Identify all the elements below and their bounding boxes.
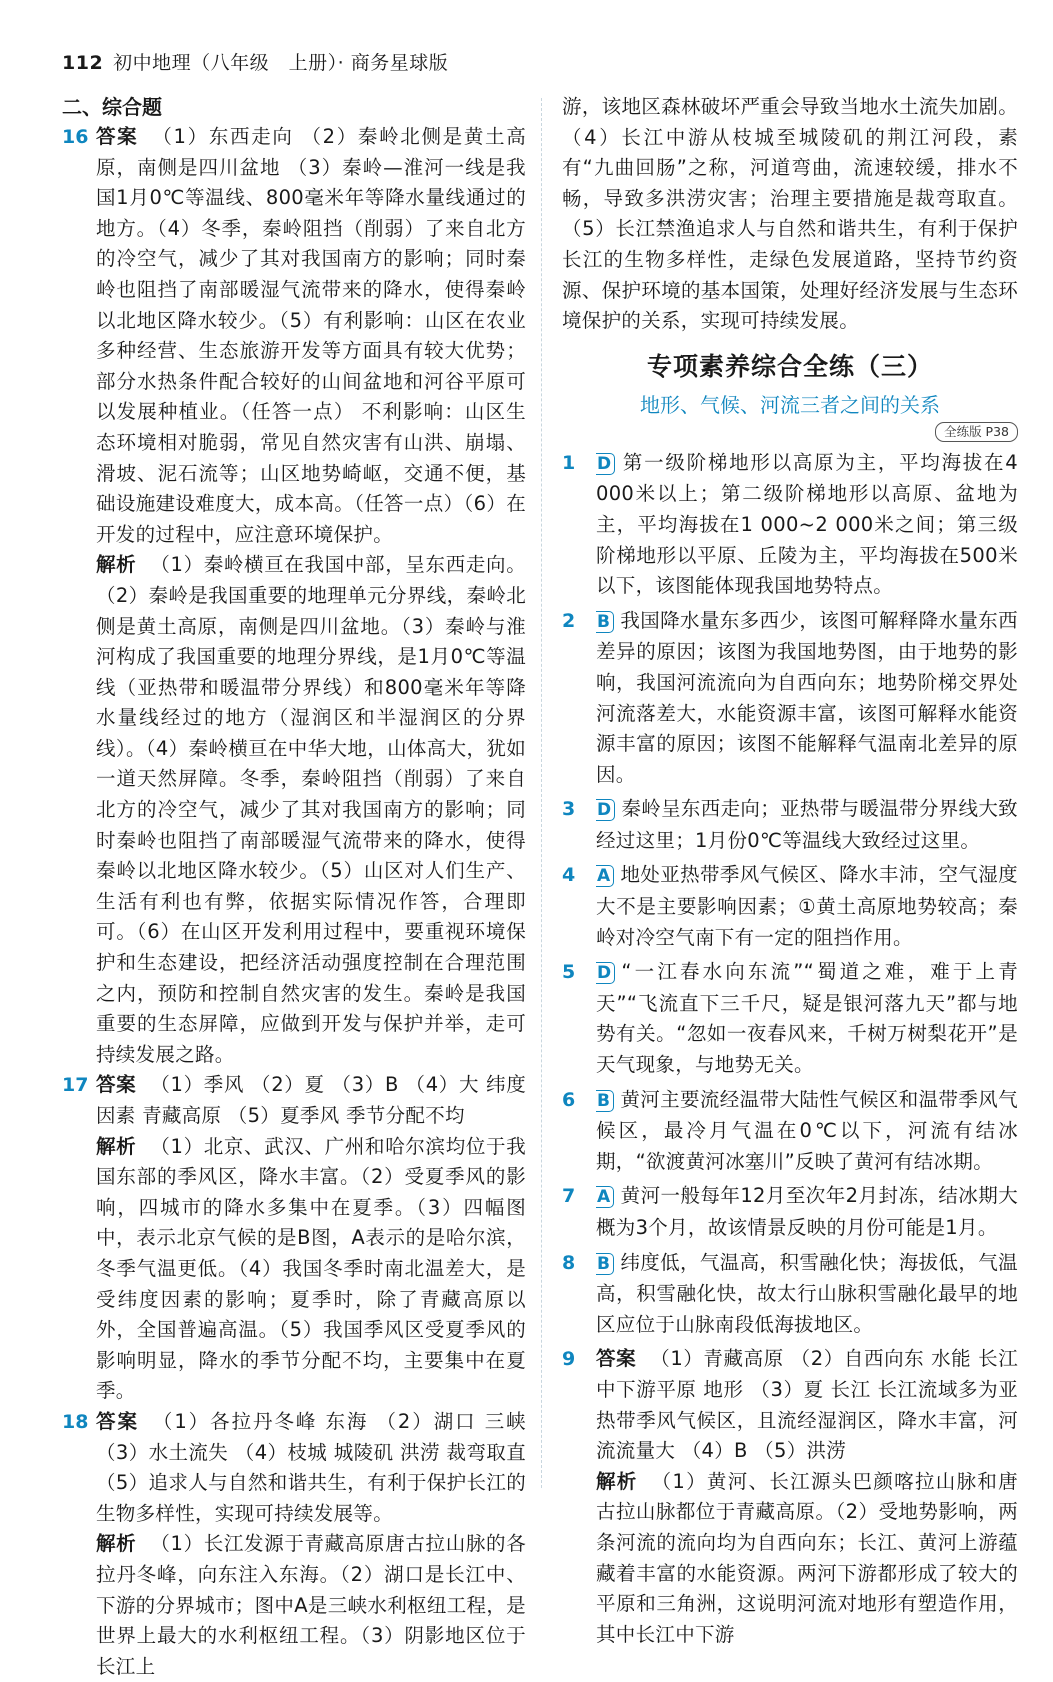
answer-text: （1）东西走向 （2）秦岭北侧是黄土高原，南侧是四川盆地 （3）秦岭—淮河一线是我国1月0℃等温线、800毫米年等降水量线通过的地方。（4）冬季，秦岭阻挡（削弱）了来自北方的冷空气，减少了其对我国南方的影响；同时秦岭也阻挡了南部暖湿气流带来的降水，使得秦岭以北地区降水较少。（5）有利影响：山区在农业多种经营、生态旅游开发等方面具有较大优势；部分水热条件配合较好的山间盆地和河谷平原可以发展种植业。（任答一点） 不利影响：山区生态环境相对脆弱，常见自然灾害有山洪、崩塌、滑坡、泥石流等；山区地势崎岖，交通不便，基础设施建设难度大，成本高。（任答一点）（6）在开发的过程中，应注意环境保护。 xyxy=(96,125,526,546)
answer-letter-badge: B xyxy=(596,1253,614,1275)
question-number: 18 xyxy=(62,1410,89,1433)
item-text: 第一级阶梯地形以高原为主，平均海拔在4 000米以上；第二级阶梯地形以高原、盆地为主，平均海拔在1 000~2 000米之间；第三级阶梯地形以平原、丘陵为主，平均海拔在500米以下，该图能体现我国地势特点。 xyxy=(596,450,1018,598)
analysis-label: 解析 xyxy=(96,1532,137,1556)
question-9 xyxy=(562,1344,1018,1650)
choice-item xyxy=(562,860,1018,953)
question-number: 17 xyxy=(62,1074,89,1097)
analysis-text: （1）秦岭横亘在我国中部，呈东西走向。（2）秦岭是我国重要的地理单元分界线，秦岭北侧是黄土高原，南侧是四川盆地。（3）秦岭与淮河构成了我国重要的地理分界线，是1月0℃等温线（亚热带和暖温带分界线）和800毫米年等降水量线经过的地方（湿润区和半湿润区的分界线）。（4）秦岭横亘在中华大地，山体高大，犹如一道天然屏障。冬季，秦岭阻挡（削弱）了来自北方的冷空气，减少了其对我国南方的影响；同时秦岭也阻挡了南部暖湿气流带来的降水，使得秦岭以北地区降水较少。（5）山区对人们生产、生活有利也有弊，依据实际情况作答，合理即可。（6）在山区开发利用过程中，要重视环境保护和生态建设，把经济活动强度控制在合理范围之内，预防和控制自然灾害的发生。秦岭是我国重要的生态屏障，应做到开发与保护并举，走可持续发展之路。 xyxy=(96,553,526,1066)
section-title: 二、综合题 xyxy=(62,95,162,119)
left-column xyxy=(62,92,526,1682)
page-header xyxy=(62,48,448,78)
choice-item xyxy=(562,606,1018,791)
choice-item xyxy=(562,957,1018,1080)
item-text: 地处亚热带季风气候区、降水丰沛，空气湿度大不是主要影响因素；①黄土高原地势较高；秦岭对冷空气南下有一定的阻挡作用。 xyxy=(596,863,1018,949)
answer-text: （1）各拉丹冬峰 东海 （2）湖口 三峡 （3）水土流失 （4）枝城 城陵矶 洪涝 裁弯取直 （5）追求人与自然和谐共生，有利于保护长江的生物多样性，实现可持续发展等。 xyxy=(96,1409,526,1525)
answer-letter-badge: A xyxy=(596,865,614,887)
page-reference-badge: 全练版 P38 xyxy=(935,422,1018,442)
item-text: “一江春水向东流”“蜀道之难，难于上青天”“飞流直下三千尺，疑是银河落九天”都与地势有关。“忽如一夜春风来，千树万树梨花开”是天气现象，与地势无关。 xyxy=(596,960,1018,1077)
answer-letter-badge: D xyxy=(596,799,615,821)
analysis-text: （1）北京、武汉、广州和哈尔滨均位于我国东部的季风区，降水丰富。（2）受夏季风的影响，四城市的降水多集中在夏季。（3）四幅图中，表示北京气候的是B图，A表示的是哈尔滨，冬季气温更低。（4）我国冬季时南北温差大，是受纬度因素的影响；夏季时，除了青藏高原以外，全国普遍高温。（5）我国季风区受夏季风的影响明显，降水的季节分配不均，主要集中在夏季。 xyxy=(96,1134,526,1403)
question-number: 9 xyxy=(562,1348,576,1371)
answer-label: 答案 xyxy=(96,125,139,148)
choice-item xyxy=(562,794,1018,856)
choice-item xyxy=(562,1248,1018,1341)
answer-letter-badge: D xyxy=(596,962,615,984)
item-number: 7 xyxy=(562,1185,576,1208)
item-text: 黄河主要流经温带大陆性气候区和温带季风气候区，最冷月气温在0℃以下，河流有结冰期，“欲渡黄河冰塞川”反映了黄河有结冰期。 xyxy=(596,1087,1018,1173)
question-18 xyxy=(62,1407,526,1682)
book-title: 初中地理（八年级 上册）· 商务星球版 xyxy=(113,52,449,74)
question-17 xyxy=(62,1070,526,1407)
choice-item xyxy=(562,1085,1018,1178)
item-number: 8 xyxy=(562,1251,576,1274)
analysis-label: 解析 xyxy=(96,1134,137,1158)
item-text: 纬度低，气温高，积雪融化快；海拔低，气温高，积雪融化快，故太行山脉积雪融化最早的地区应位于山脉南段低海拔地区。 xyxy=(596,1250,1018,1336)
page-number: 112 xyxy=(62,52,104,74)
item-number: 6 xyxy=(562,1088,576,1111)
continuation-text: 游，该地区森林破坏严重会导致当地水土流失加剧。（4）长江中游从枝城至城陵矶的荆江河段，素有“九曲回肠”之称，河道弯曲，流速较缓，排水不畅，导致多洪涝灾害；治理主要措施是裁弯取直。（5）长江禁渔追求人与自然和谐共生，有利于保护长江的生物多样性，走绿色发展道路，坚持节约资源、保护环境的基本国策，处理好经济发展与生态环境保护的关系，实现可持续发展。 xyxy=(562,95,1018,333)
answer-letter-badge: B xyxy=(596,1090,614,1112)
analysis-label: 解析 xyxy=(596,1469,638,1493)
special-practice-subtitle: 地形、气候、河流三者之间的关系 xyxy=(640,392,940,417)
item-number: 3 xyxy=(562,798,576,821)
choice-item xyxy=(562,448,1018,602)
item-number: 2 xyxy=(562,609,576,632)
question-16 xyxy=(62,122,526,1070)
answer-label: 答案 xyxy=(596,1347,637,1371)
answer-letter-badge: D xyxy=(596,453,615,475)
answer-letter-badge: A xyxy=(596,1186,614,1208)
analysis-text: （1）长江发源于青藏高原唐古拉山脉的各拉丹冬峰，向东注入东海。（2）湖口是长江中、下游的分界城市；图中A是三峡水利枢纽工程，是世界上最大的水利枢纽工程。（3）阴影地区位于长江上 xyxy=(96,1532,526,1678)
item-text: 秦岭呈东西走向；亚热带与暖温带分界线大致经过这里；1月份0℃等温线大致经过这里。 xyxy=(596,797,1018,852)
answer-text: （1）青藏高原 （2）自西向东 水能 长江中下游平原 地形 （3）夏 长江 长江流域多为亚热带季风气候区，且流经湿润区，降水丰富，河流流量大 （4）B （5）洪涝 xyxy=(596,1347,1018,1463)
item-number: 4 xyxy=(562,864,576,887)
item-text: 黄河一般每年12月至次年2月封冻，结冰期大概为3个月，故该情景反映的月份可能是1月。 xyxy=(596,1184,1018,1239)
answer-text: （1）季风 （2）夏 （3）B （4）大 纬度因素 青藏高原 （5）夏季风 季节分配不均 xyxy=(96,1073,526,1127)
question-number: 16 xyxy=(62,126,89,148)
item-text: 我国降水量东多西少，该图可解释降水量东西差异的原因；该图为我国地势图，由于地势的影响，我国河流流向为自西向东；地势阶梯交界处河流落差大，水能资源丰富，该图可解释水能资源丰富的原因；该图不能解释气温南北差异的原因。 xyxy=(596,608,1018,786)
analysis-text: （1）黄河、长江源头巴颜喀拉山脉和唐古拉山脉都位于青藏高原。（2）受地势影响，两条河流的流向均为自西向东；长江、黄河上游蕴藏着丰富的水能资源。两河下游都形成了较大的平原和三角洲，这说明河流对地形有塑造作用，其中长江中下游 xyxy=(596,1469,1018,1646)
answer-letter-badge: B xyxy=(596,611,614,633)
item-number: 5 xyxy=(562,961,576,984)
right-column xyxy=(562,92,1018,1650)
choice-answer-list xyxy=(562,448,1018,1341)
answer-label: 答案 xyxy=(96,1073,137,1097)
special-practice-title: 专项素养综合全练（三） xyxy=(646,351,933,381)
answer-label: 答案 xyxy=(96,1409,139,1433)
choice-item xyxy=(562,1181,1018,1243)
column-divider xyxy=(541,98,542,1488)
item-number: 1 xyxy=(562,451,576,474)
analysis-label: 解析 xyxy=(96,553,137,577)
